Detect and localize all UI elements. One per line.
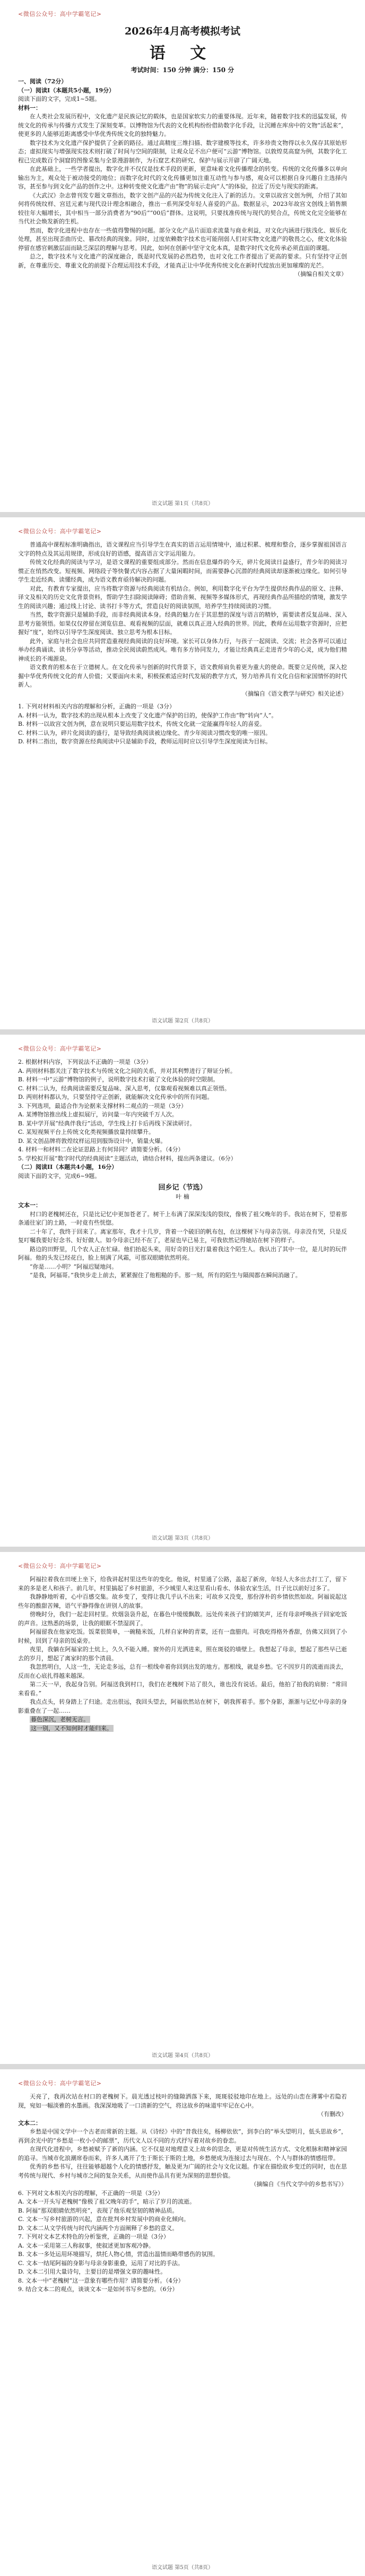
paragraph: “你是……小明？”阿福迟疑地问。: [30, 1263, 118, 1270]
paragraph: 在人类社会发展历程中，文化遗产是民族记忆的载体，也是国家软实力的重要体现。近年来，随着数字技术的迅猛发展，传统文化的传承与传播方式发生了深刻变革。以博物馆为代表的文化机构纷纷借助数字化手段，让沉睡在库房中的文物“活起来”，使更多的人能够近距离感受中华优秀传统文化的独特魅力。: [18, 113, 347, 137]
paragraph: 路边的田野里，几个农人正在忙碌。他们抬起头来，用好奇的目光打量着我这个陌生人。我认出了其中一位，是儿时的玩伴阿福。他的头发已经花白，脸上刻满了风霜，可那双眼睛依然明亮。: [18, 1245, 347, 1261]
paragraph: 《大武汉》杂志曾刊发专题文章指出，数字文创产品的兴起为传统文化注入了新的活力。文章以故宫文创为例，介绍了其如何将传统纹样、宫廷元素与现代设计理念相融合，推出一系列深受年轻人喜爱的产品。数据显示，2023年故宫文创线上销售额较往年大幅增长，其中相当一部分消费者为“90后”“00后”群体。这说明，只要找准传统与现代的契合点，传统文化完全能够在当代社会焕发新的生机。: [18, 192, 347, 225]
page-4: [0, 1552, 365, 2064]
option-c: C. 文本一写乡村旅游的兴起，意在批判乡村发展中的商业化倾向。: [18, 2216, 190, 2223]
page-2: [0, 517, 365, 1029]
section-heading: 一、阅读（72分）: [18, 78, 67, 85]
text-label: 文本二：: [18, 2119, 41, 2127]
option-b: B. 某中学开展“经典伴我行”活动，学生线上打卡后再线下深读研讨。: [18, 1120, 196, 1127]
story-author: 叶 楠: [176, 1193, 189, 1200]
marked-line: [18, 1724, 347, 1733]
paragraph: 傍晚时分，我们一起走回村里。炊烟袅袅升起，在暮色中缓缓飘散。远处传来孩子们的嬉笑声，还有母亲呼唤孩子回家吃饭的声音。这熟悉的场景，让我的眼眶不禁湿润了。: [18, 1611, 347, 1627]
option-a: A. 文本一采用第三人称叙事，使叙述更加客观冷静。: [18, 2242, 154, 2249]
option-a: A. 材料一认为，数字技术的出现从根本上改变了文化遗产保护的目的，使保护工作由“物”转向“人”。: [18, 712, 277, 719]
question-stem: 5. 学校拟开展“数字时代的经典阅读”主题活动，请结合材料，提出两条建议。（6分）: [18, 1155, 237, 1162]
option-c: C. 某短视频平台上传统文化类视频播放量持续攀升。: [18, 1129, 155, 1135]
option-c: C. 材料二认为，碎片化阅读的盛行，是导致经典阅读被边缘化、青少年阅读习惯改变的唯一原因。: [18, 729, 272, 736]
paragraph: 此外，家庭与社会也应共同营造重视经典阅读的良好环境。家长可以身体力行，与孩子一起阅读、交流；社会各界可以通过举办经典诵读、读书分享等活动，推动全民阅读蔚然成风。唯有多方协同发力，才能让经典真正走进青少年的心灵，成为他们精神成长的不竭源泉。: [18, 637, 347, 662]
option-c: C. 文本一结尾阿福的身影与母亲身影重叠，运用了对比的手法。: [18, 2259, 184, 2267]
watermark-text: <微信公众号：高中学霸笔记>: [18, 2080, 102, 2087]
question-stem: 6. 下列对文本相关内容的理解，不正确的一项是（3分）: [18, 2189, 163, 2197]
question-stem: 8. 文本一中“老槐树”这一意象有哪些作用？请简要分析。（4分）: [18, 2277, 184, 2284]
question-stem: 2. 根据材料内容，下列说法不正确的一项是（3分）: [18, 1059, 152, 1065]
option-d: D. 两则材料都认为，只要坚持守正创新，就能解决文化传承中的所有问题。: [18, 1094, 213, 1100]
paragraph: 当然，数字资源只是辅助手段，而非经典阅读本身。经典的魅力在于其思想的深度与语言的精妙，需要读者反复品味、深入思考方能领悟。如果仅仅停留在浏览信息、观看视频的层面，就难以真正进入经典的世界。因此，教师在运用数字资源时，应把握好“度”，始终以引导学生深度阅读、独立思考为根本目标。: [18, 611, 347, 636]
option-a: A. 某博物馆推出线上虚拟展厅，访问量一年内突破千万人次。: [18, 1111, 178, 1118]
watermark-text: <微信公众号：高中学霸笔记>: [18, 1563, 102, 1569]
paragraph: 在现代化进程中，乡愁被赋予了新的内涵。它不仅是对地理意义上故乡的思念，更是对传统生活方式、文化根脉和精神家园的追寻。当城市化浪潮席卷而来，许多人离开了生于斯长于斯的土地，乡愁便成为连接过去与现在、个人与群体的情感纽带。: [18, 2146, 347, 2162]
paragraph: 总之，数字技术与文化遗产的深度融合，既是时代发展的必然趋势，也对文化工作者提出了更高的要求。只有坚持守正创新，在尊重历史、尊重文化的前提下合理运用技术手段，才能真正让中华优秀传统文化在新时代绽放出更加璀璨的光芒。: [18, 253, 347, 269]
paragraph: 数字技术为文化遗产保护提供了全新的路径。通过高精度三维扫描、数字建模等技术，许多珍贵文物得以永久保存其原始形态；虚拟现实与增强现实技术则打破了时间与空间的限制，让观众足不出户便可“云游”博物馆。以敦煌莫高窟为例，其数字化工程已完成数百个洞窟的图像采集与全景漫游制作，为石窟艺术的研究、保护与展示开辟了广阔天地。: [18, 139, 347, 164]
question-stem: 3. 下列选项，最适合作为论据来支撑材料二观点的一项是（3分）: [18, 1102, 187, 1109]
exam-subject: 语 文: [149, 44, 216, 63]
paragraph: 村口的老槐树还在，只是比记忆中更加苍老了。树干上布满了深深浅浅的裂纹，像极了祖父晚年的手。我站在树下，望着那条通往家门的土路，一时竟有些恍惚。: [18, 1210, 347, 1226]
highlighted-text: 暮色深沉，老树无言。: [31, 1716, 89, 1723]
edit-note: （有删改）: [318, 2111, 347, 2118]
paragraph: 在此基础上，一些学者提出，数字化并不仅仅是技术手段的更新，更意味着文化传播理念的转变。传统的文化传播多以单向输出为主，观众处于被动接受的地位；而数字化时代的文化传播更加注重互动性与参与感，观众可以根据自身兴趣自主选择内容，甚至参与到文化产品的创作之中。这种转变使文化遗产由“物”的展示走向“人”的体验，拉近了历史与现实的距离。: [18, 166, 347, 190]
question-stem: 1. 下列对材料相关内容的理解和分析，正确的一项是（3分）: [18, 703, 175, 710]
paragraph: 对此，有教育专家提出，应当将数字资源与经典阅读有机结合。例如，利用数字化平台为学生提供经典作品的原文、注释、译文及相关的历史文化背景资料，帮助学生扫除阅读障碍；借助音频、视频等多媒体形式，再现经典作品所描绘的情境，激发学生的阅读兴趣；通过线上讨论、读书打卡等方式，营造良好的阅读氛围，培养学生持续阅读的习惯。: [18, 585, 347, 610]
question-stem: 9. 结合文本二的观点，谈谈文本一是如何书写乡愁的。（6分）: [18, 2286, 178, 2293]
page-footer: 语文试题 第2页（共8页）: [152, 1018, 213, 1024]
question-stem: 4. 材料一和材料二在论证思路上有何异同？请简要分析。（4分）: [18, 1146, 184, 1153]
marked-line: [18, 1715, 347, 1724]
paragraph: 第二天一早，我起身告别。阿福送我到村口，我们在老槐树下站了很久，谁也没有说话。最后，他拍了拍我的肩膀：“常回来看看。”: [18, 1681, 347, 1697]
option-d: D. 某文创品牌将敦煌纹样运用到服饰设计中，销量火爆。: [18, 1137, 167, 1144]
watermark-text: <微信公众号：高中学霸笔记>: [18, 1045, 102, 1052]
page-5: [0, 2069, 365, 2576]
source-note: （摘编自《当代文学中的乡愁书写》）: [250, 2181, 347, 2188]
paragraph: 夜里，我躺在阿福家的土炕上，久久不能入睡。窗外的月光洒进来，照在斑驳的墙壁上。我想起了母亲，想起了那些早已逝去的岁月，想起了离家时的那个清晨。: [18, 1646, 347, 1662]
page-footer: 语文试题 第1页（共8页）: [152, 501, 213, 507]
story-title: 回乡记（节选）: [158, 1184, 207, 1192]
paragraph: 优秀的乡愁书写，往往能够超越个人化的情感抒发，触及更为广阔的社会与文化议题。作家在描绘故乡变迁的同时，也在思考传统与现代、乡村与城市之间的复杂关系，从而使作品具有更为深刻的思想价值。: [18, 2163, 347, 2179]
paragraph: 语文教育的根本在于立德树人。在文化传承与创新的时代背景下，语文教师肩负着更为重大的使命。既要立足传统，深入挖掘中华优秀传统文化的育人价值；又要面向未来，积极探索适应时代发展的教学方式，努力培养具有文化自信和家国情怀的时代新人。: [18, 664, 347, 688]
subsection-heading: （二）阅读II（本题共4小题，16分）: [18, 1164, 118, 1170]
source-note: （摘编自《语文教学与研究》相关论述）: [242, 690, 347, 697]
text-label: 文本一：: [18, 1202, 41, 1209]
paragraph: 传统文化经典的阅读与学习，是语文课程的重要组成部分。然而在信息爆炸的今天，碎片化阅读日益盛行，青少年的阅读习惯正在悄然改变。短视频、网络段子等快餐式内容占据了大量闲暇时间，而需要静心沉潜的经典阅读却逐渐被边缘化。如何引导学生走近经典、读懂经典，成为语文教育亟待解决的问题。: [18, 559, 347, 583]
option-b: B. 文本一多处运用环境描写，烘托人物心情，营造出温情而略带感伤的氛围。: [18, 2251, 219, 2258]
watermark-text: <微信公众号：高中学霸笔记>: [18, 11, 102, 18]
page-footer: 语文试题 第4页（共8页）: [152, 2053, 213, 2059]
instruction: 阅读下面的文字，完成6~9题。: [18, 1172, 101, 1179]
paragraph: 阿福留我在他家吃饭。饭菜很简单，一碗糙米饭，几样自家种的青菜，还有一盘腊肉。可我吃得格外香甜，仿佛又回到了小时候，回到了母亲的饭桌旁。: [18, 1628, 347, 1644]
question-stem: 7. 下列对文本艺术特色的分析鉴赏，正确的一项是（3分）: [18, 2233, 169, 2240]
option-b: B. 材料一以故宫文创为例，意在说明只要运用数字技术，传统文化就一定能赢得年轻人的喜爱。: [18, 721, 266, 727]
paragraph: 普通高中课程标准明确指出，语文课程应当引导学生在真实的语言运用情境中，通过积累、梳理和整合，逐步掌握祖国语言文字的特点及其运用规律，形成良好的语感，提高语言文字运用能力。: [18, 541, 347, 557]
option-d: D. 文本二引用大量诗句，主要目的是增强文章的趣味性。: [18, 2268, 167, 2275]
instruction: 阅读下面的文字，完成1~5题。: [18, 96, 101, 102]
page-1: [0, 0, 365, 512]
material-label: 材料一：: [18, 104, 41, 111]
paragraph: 我点点头，转身踏上了归途。走出很远，我回头望去，阿福依然站在树下，朝我挥着手。那个身影，渐渐与记忆中母亲的身影重叠在了一起……: [18, 1698, 347, 1714]
watermark-text: <微信公众号：高中学霸笔记>: [18, 528, 102, 535]
paragraph: 乡愁是中国文学中一个古老而常新的主题。从《诗经》中的“昔我往矣，杨柳依依”，到李白的“举头望明月，低头思故乡”，再到余光中的“乡愁是一枚小小的邮票”，历代文人以不同的方式抒写着对故乡的眷恋。: [18, 2128, 347, 2144]
exam-time-score: 考试时间：150 分钟 满分：150 分: [131, 66, 234, 74]
page-footer: 语文试题 第5页（共8页）: [152, 2565, 213, 2571]
paragraph: 我静静地听着，心中百感交集。故乡变了，变得让我几乎认不出来；可故乡又没变，那份淳朴的乡情依然如故。阿福说起这些年的酸甜苦辣，语气平静得像在讲别人的故事。: [18, 1593, 347, 1609]
subsection-heading: （一）阅读I（本题共5小题，19分）: [18, 86, 115, 94]
paragraph: 二十年了，我终于回来了。离家那年，我才十几岁，背着一个破旧的帆布包，在这棵树下与母亲告别。母亲没有哭，只是反复叮嘱我要好好念书、好好做人。如今母亲已经不在了，老屋也早已易主，可我依然记得她站在树下的样子。: [18, 1228, 347, 1244]
paragraph: 我忽然明白，人这一生，无论走多远，总有一根线牵着你回到出发的地方。那根线，就是乡愁。它不因岁月的流逝而淡去，反而在心底扎得越来越深。: [18, 1663, 347, 1679]
highlighted-text: 这一别，又不知何时才能归来。: [31, 1724, 112, 1732]
option-c: C. 材料二认为，经典阅读需要反复品味、深入思考，仅靠观看视频难以真正领悟。: [18, 1085, 231, 1092]
paragraph: 然而，数字化进程中也存在一些值得警惕的问题。部分文化产品片面追求流量与商业利益，对文化内涵进行肤浅化、娱乐化处理，甚至出现歪曲历史、篡改经典的现象。同时，过度依赖数字技术也可能削弱人们对实物文化遗产的敬畏之心，使文化体验停留在感官刺激层面而缺乏深层的理解与思考。因此，如何在创新中坚守文化本真，是数字时代文化传承必须直面的课题。: [18, 227, 347, 251]
option-b: B. 阿福“那双眼睛依然明亮”，表现了他乐观坚韧的精神品质。: [18, 2207, 178, 2214]
page-3: [0, 1035, 365, 1547]
source-note: （摘编自相关文章）: [294, 271, 347, 277]
paragraph: 阿福拉着我在田埂上坐下，给我讲起村里这些年的变化。他说，村里通了公路，盖起了新房，年轻人大多出去打工了，留下来的多是老人和孩子。前几年，村里搞起了乡村旅游，不少城里人来这里看山看水、体验农家生活，日子比以前好过多了。: [18, 1576, 347, 1592]
option-d: D. 文本二从文学传统与时代内涵两个方面阐释了乡愁的意义。: [18, 2224, 178, 2232]
exam-title: 2026年4月高考模拟考试: [124, 25, 241, 37]
option-d: D. 材料二指出，数字资源在经典阅读中只是辅助手段，教师运用时应以引导学生深度阅读为目标。: [18, 738, 272, 745]
paragraph: “是我，阿福哥。”我快步走上前去，紧紧握住了他粗糙的手。那一刻，所有的陌生与隔阂都在瞬间消融了。: [30, 1272, 301, 1279]
option-a: A. 文本一开头写老槐树“像极了祖父晚年的手”，暗示了岁月的流逝。: [18, 2198, 196, 2205]
paragraph: 天亮了，我再次站在村口的老槐树下。晨光透过枝叶的缝隙洒落下来，斑斑驳驳地印在地上。远处的山峦在薄雾中若隐若现，宛如一幅淡雅的水墨画。我深深地吸了一口清新的空气，将这故乡的味道牢牢记在心中。: [18, 2093, 347, 2109]
option-b: B. 材料一中“云游”博物馆的例子，说明数字技术打破了文化体验的时空限制。: [18, 1076, 219, 1083]
option-a: A. 两则材料都关注了数字技术与传统文化之间的关系，并对其利弊进行了辩证分析。: [18, 1067, 236, 1074]
page-footer: 语文试题 第3页（共8页）: [152, 1536, 213, 1541]
